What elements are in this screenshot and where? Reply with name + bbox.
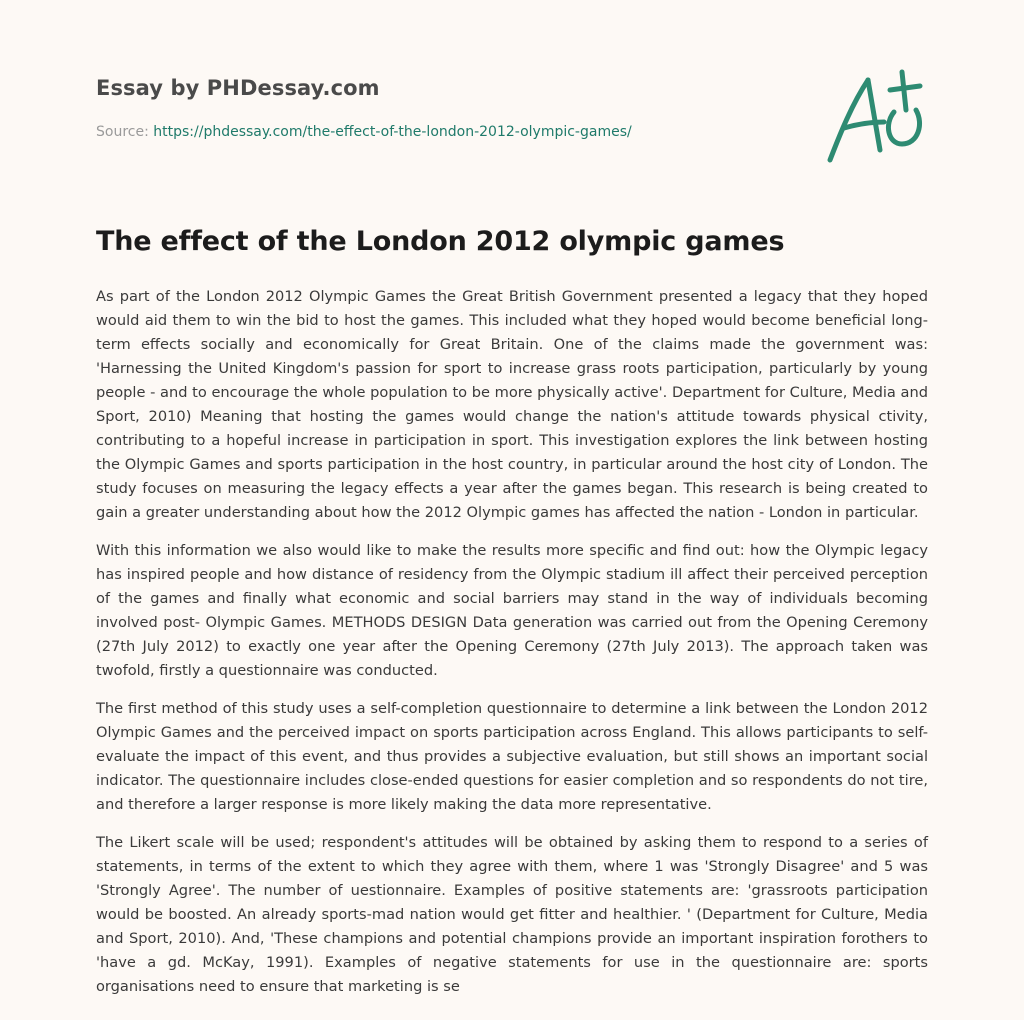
source-line: [96, 124, 632, 140]
site-brand: Essay by PHDessay.com: [96, 76, 380, 100]
essay-paragraph: The Likert scale will be used; respondent's attitudes will be obtained by asking them to respond to a series of statements, in terms of the extent to which they agree with them, where 1 was 'Strongly Disagree' and 5 was 'Strongly Agree'. The number of uestionnaire. Examples of positive statements are: 'grassroots participation would be boosted. An already sports-mad nation would get fitter and healthier. ' (Department for Culture, Media and Sport, 2010). And, 'These champions and potential champions provide an important inspiration forothers to 'have a gd. McKay, 1991). Examples of negative statements for use in the questionnaire are: sports organisations need to ensure that marketing is se: [96, 834, 928, 995]
a-plus-grade-icon: [818, 64, 930, 168]
essay-paragraph: With this information we also would like to make the results more specific and find out: how the Olympic legacy has inspired people and how distance of residency from the Olympic stadium ill affect their perceived perception of the games and finally what economic and social barriers may stand in the way of individuals becoming involved post- Olympic Games. METHODS DESIGN Data generation was carried out from the Opening Ceremony (27th July 2012) to exactly one year after the Opening Ceremony (27th July 2013). The approach taken was twofold, firstly a questionnaire was conducted.: [96, 542, 928, 679]
source-link[interactable]: https://phdessay.com/the-effect-of-the-london-2012-olympic-games/: [153, 124, 632, 140]
essay-paragraph: The first method of this study uses a self-completion questionnaire to determine a link between the London 2012 Olympic Games and the perceived impact on sports participation across England. This allows participants to self-evaluate the impact of this event, and thus provides a subjective evaluation, but still shows an important social indicator. The questionnaire includes close-ended questions for easier completion and so respondents do not tire, and therefore a larger response is more likely making the data more representative.: [96, 700, 928, 813]
essay-title: The effect of the London 2012 olympic games: [96, 226, 785, 257]
essay-body: [96, 285, 928, 1013]
source-label: Source:: [96, 124, 154, 140]
essay-paragraph: As part of the London 2012 Olympic Games the Great British Government presented a legacy that they hoped would aid them to win the bid to host the games. This included what they hoped would become beneficial long-term effects socially and economically for Great Britain. One of the claims made the government was: 'Harnessing the United Kingdom's passion for sport to increase grass roots participation, particularly by young people - and to encourage the whole population to be more physically active'. Department for Culture, Media and Sport, 2010) Meaning that hosting the games would change the nation's attitude towards physical ctivity, contributing to a hopeful increase in participation in sport. This investigation explores the link between hosting the Olympic Games and sports participation in the host country, in particular around the host city of London. The study focuses on measuring the legacy effects a year after the games began. This research is being created to gain a greater understanding about how the 2012 Olympic games has affected the nation - London in particular.: [96, 288, 928, 521]
